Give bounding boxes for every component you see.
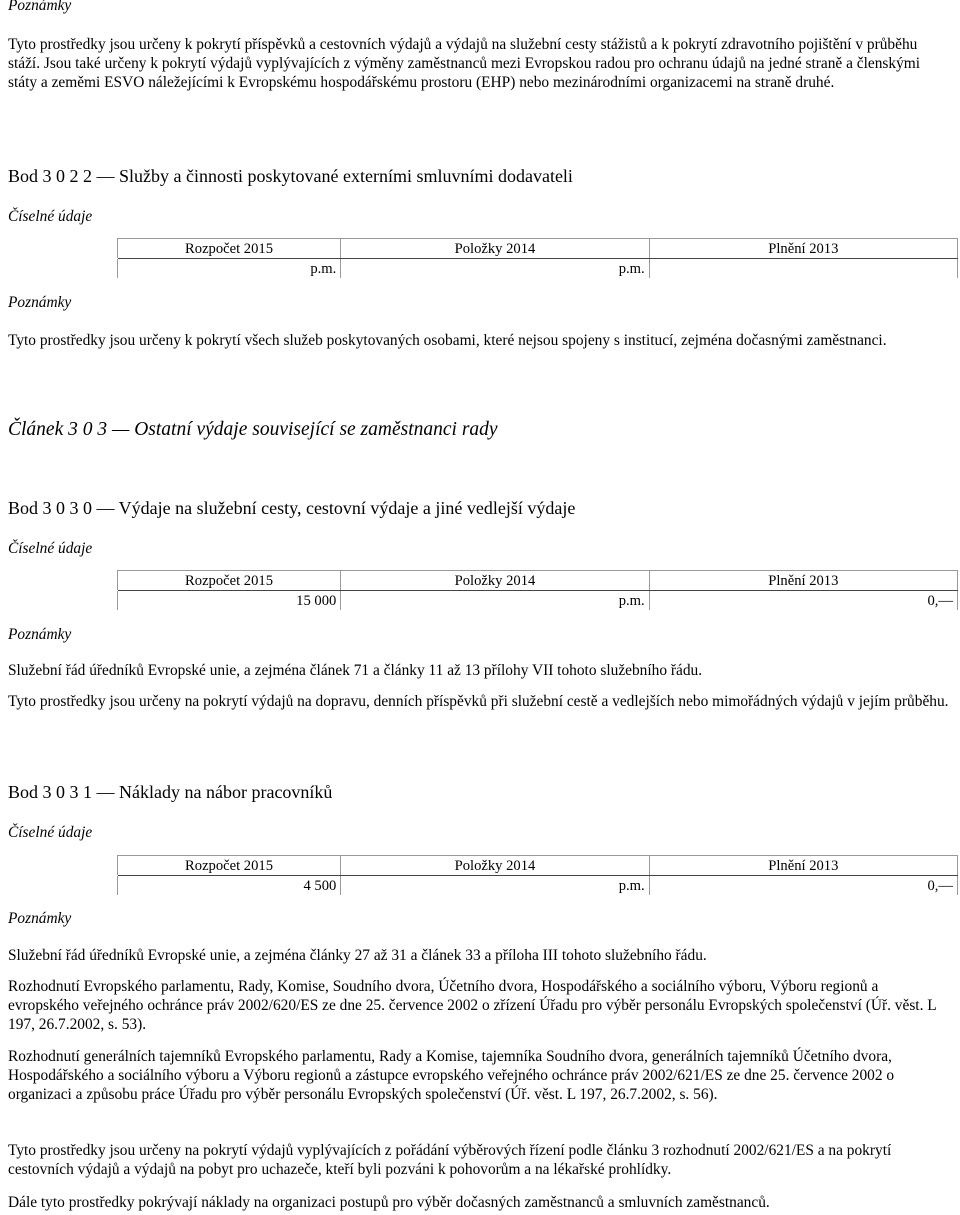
col-items-2014: Položky 2014 <box>341 239 649 259</box>
items-2014-value: p.m. <box>341 591 649 611</box>
figures-table-3022 <box>8 238 958 279</box>
item-3031-decision-620: Rozhodnutí Evropského parlamentu, Rady, Komise, Soudního dvora, Účetního dvora, Hospodářského a sociálního výboru, Výboru regionů a evropského veřejného ochránce práv 2002/620/ES ze dne 25. července 2002 o zřízení Úřadu pro výběr personálu Evropských společenství (Úř. věst. L 197, 26.7.2002, s. 53). <box>8 978 937 1033</box>
item-3030-legal-basis: Služební řád úředníků Evropské unie, a zejména článek 71 a články 11 až 13 přílohy VII tohoto služebního řádu. <box>8 662 703 679</box>
budget-2015-value: 4 500 <box>117 876 341 896</box>
item-3031-legal-basis: Služební řád úředníků Evropské unie, a zejména články 27 až 31 a článek 33 a příloha III tohoto služebního řádu. <box>8 947 707 964</box>
item-3031-notes-1: Tyto prostředky jsou určeny na pokrytí výdajů vyplývajících z pořádání výběrových řízení podle článku 3 rozhodnutí 2002/621/ES a na pokrytí cestovních výdajů a výdajů na pobyt pro uchazeče, kteří byli pozváni k pohovorům a na lékařské prohlídky. <box>8 1142 892 1178</box>
item-3022-heading: Bod 3 0 2 2 — Služby a činnosti poskytované externími smluvními dodavateli <box>8 166 573 186</box>
top-notes-paragraph: Tyto prostředky jsou určeny k pokrytí příspěvků a cestovních výdajů a výdajů na služební cesty stážistů a k pokrytí zdravotního pojištění v průběhu stáží. Jsou také určeny k pokrytí výdajů vyplývajících z výměny zaměstnanců mezi Evropskou radou pro ochranu údajů na jedné straně a členskými státy a zeměmi ESVO náležejícími k Evropskému hospodářskému prostoru (EHP) nebo mezinárodními organizacemi na straně druhé. <box>8 36 921 91</box>
col-outturn-2013: Plnění 2013 <box>649 239 957 259</box>
figures-label-3031: Číselné údaje <box>8 824 93 841</box>
notes-label-3030: Poznámky <box>8 626 72 643</box>
article-303-heading: Článek 3 0 3 — Ostatní výdaje související se zaměstnanci rady <box>8 419 498 440</box>
col-budget-2015: Rozpočet 2015 <box>117 239 341 259</box>
item-3031-heading: Bod 3 0 3 1 — Náklady na nábor pracovníků <box>8 782 333 802</box>
figures-table-3030 <box>8 570 958 611</box>
budget-2015-value: 15 000 <box>117 591 341 611</box>
item-3031-decision-621: Rozhodnutí generálních tajemníků Evropského parlamentu, Rady a Komise, tajemníka Soudního dvora, generálních tajemníků Účetního dvora, Hospodářského a sociálního výboru a Výboru regionů a zástupce evropského veřejného ochránce práv 2002/621/ES ze dne 25. července 2002 o organizaci a způsobu práce Úřadu pro výběr personálu Evropských společenství (Úř. věst. L 197, 26.7.2002, s. 56). <box>8 1048 895 1103</box>
outturn-2013-value: 0,— <box>649 591 957 611</box>
notes-label-3031: Poznámky <box>8 910 72 927</box>
notes-label-top: Poznámky <box>8 0 72 14</box>
col-budget-2015: Rozpočet 2015 <box>117 856 341 876</box>
item-3030-notes: Tyto prostředky jsou určeny na pokrytí výdajů na dopravu, denních příspěvků při služební cestě a vedlejších nebo mimořádných výdajů v jejím průběhu. <box>8 693 949 710</box>
notes-label-3022: Poznámky <box>8 294 72 311</box>
col-items-2014: Položky 2014 <box>341 571 649 591</box>
col-outturn-2013: Plnění 2013 <box>649 571 957 591</box>
budget-2015-value: p.m. <box>117 259 341 279</box>
col-items-2014: Položky 2014 <box>341 856 649 876</box>
col-budget-2015: Rozpočet 2015 <box>117 571 341 591</box>
item-3022-notes: Tyto prostředky jsou určeny k pokrytí všech služeb poskytovaných osobami, které nejsou spojeny s institucí, zejména dočasnými zaměstnanci. <box>8 332 887 349</box>
figures-label-3022: Číselné údaje <box>8 208 93 225</box>
outturn-2013-value <box>649 259 957 279</box>
outturn-2013-value: 0,— <box>649 876 957 896</box>
figures-label-3030: Číselné údaje <box>8 540 93 557</box>
col-outturn-2013: Plnění 2013 <box>649 856 957 876</box>
item-3031-notes-2: Dále tyto prostředky pokrývají náklady na organizaci postupů pro výběr dočasných zaměstnanců a smluvních zaměstnanců. <box>8 1194 770 1211</box>
items-2014-value: p.m. <box>341 259 649 279</box>
figures-table-3031 <box>8 855 958 896</box>
items-2014-value: p.m. <box>341 876 649 896</box>
item-3030-heading: Bod 3 0 3 0 — Výdaje na služební cesty, cestovní výdaje a jiné vedlejší výdaje <box>8 498 576 518</box>
